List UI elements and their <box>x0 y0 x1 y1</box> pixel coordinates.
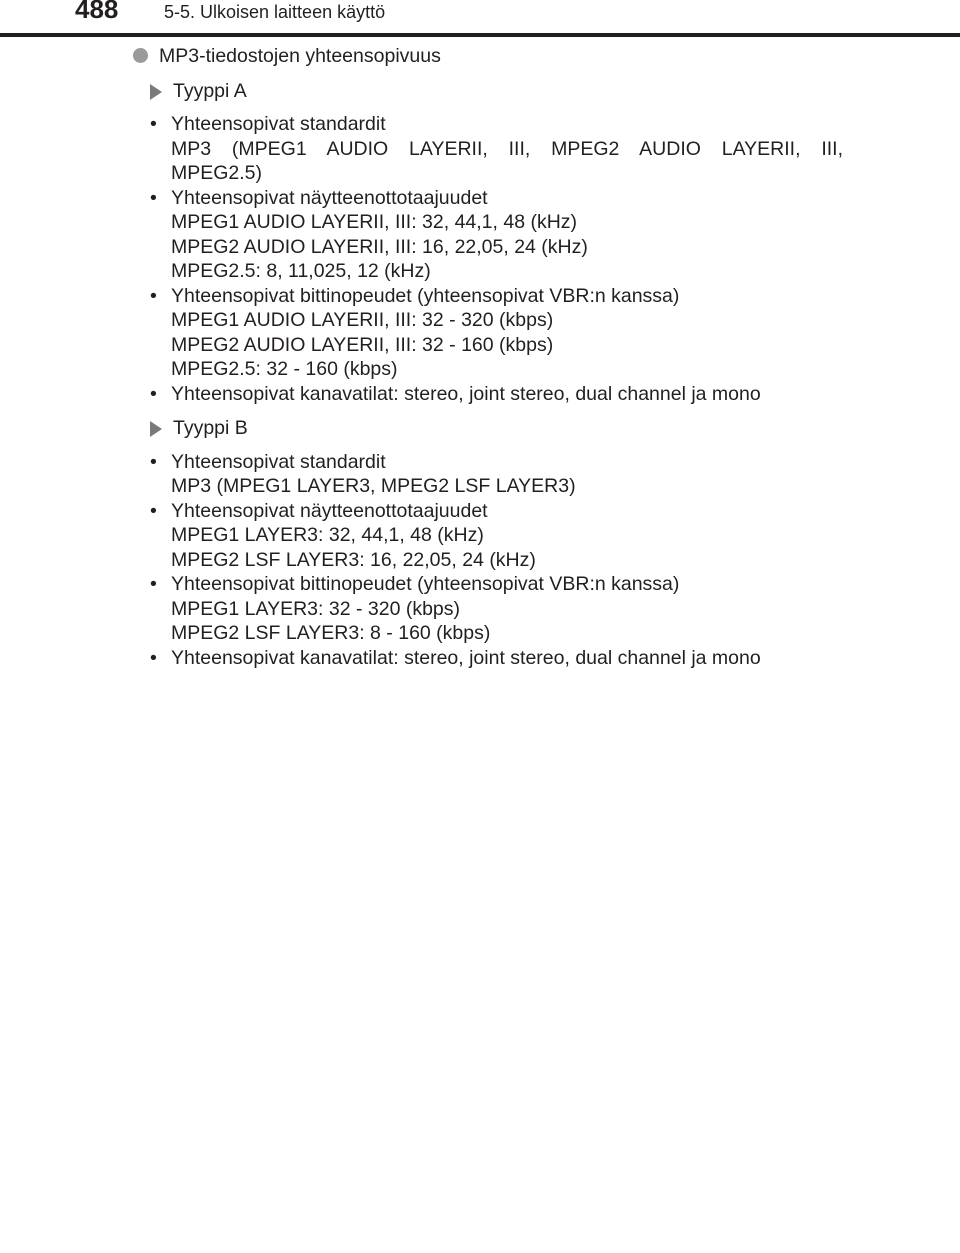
section-heading <box>133 44 843 69</box>
list-item <box>133 646 843 671</box>
item-title: Yhteensopivat bittinopeudet (yhteensopivat VBR:n kanssa) <box>171 284 680 307</box>
bullet-dot: • <box>150 646 157 669</box>
item-title: Yhteensopivat näytteenottotaajuudet <box>171 499 488 522</box>
item-line: MPEG2 LSF LAYER3: 8 - 160 (kbps) <box>171 622 491 644</box>
type-a-heading <box>133 79 843 104</box>
page-number: 488 <box>75 0 119 24</box>
bullet-dot: • <box>150 450 157 473</box>
header-rule <box>0 33 960 37</box>
chapter-title: 5-5. Ulkoisen laitteen käyttö <box>164 2 386 22</box>
item-line: MPEG1 AUDIO LAYERII, III: 32 - 320 (kbps) <box>171 309 554 331</box>
item-line: MPEG2 LSF LAYER3: 16, 22,05, 24 (kHz) <box>171 548 536 571</box>
item-line: MPEG2.5: 8, 11,025, 12 (kHz) <box>171 260 431 282</box>
item-title: Yhteensopivat näytteenottotaajuudet <box>171 186 488 209</box>
bullet-dot: • <box>150 113 157 135</box>
item-line: MPEG1 AUDIO LAYERII, III: 32, 44,1, 48 (kHz) <box>171 211 578 233</box>
item-title: Yhteensopivat kanavatilat: stereo, joint stereo, dual channel ja mono <box>171 382 761 405</box>
bullet-dot: • <box>150 499 157 522</box>
section-title: MP3-tiedostojen yhteensopivuus <box>159 45 441 67</box>
item-line: MPEG2.5: 32 - 160 (kbps) <box>171 358 398 380</box>
bullet-dot: • <box>150 382 157 405</box>
bullet-dot: • <box>150 573 157 595</box>
triangle-marker-icon <box>150 84 162 100</box>
item-line: MP3 (MPEG1 AUDIO LAYERII, III, MPEG2 AUDIO LAYERII, III, <box>171 137 843 160</box>
item-line: MPEG2 AUDIO LAYERII, III: 16, 22,05, 24 (kHz) <box>171 235 588 258</box>
list-item <box>133 499 843 573</box>
list-item <box>133 572 843 646</box>
list-item <box>133 186 843 284</box>
type-b-heading <box>133 416 843 441</box>
type-a-list <box>133 112 843 406</box>
list-item <box>133 450 843 499</box>
item-line: MP3 (MPEG1 LAYER3, MPEG2 LSF LAYER3) <box>171 475 576 497</box>
page-header <box>0 0 960 40</box>
page-content <box>133 44 843 670</box>
item-line: MPEG2.5) <box>171 162 263 184</box>
circle-bullet-icon <box>133 48 148 63</box>
item-title: Yhteensopivat standardit <box>171 450 386 473</box>
type-b-list <box>133 450 843 671</box>
type-b-label: Tyyppi B <box>173 417 248 439</box>
list-item <box>133 112 843 186</box>
item-line: MPEG1 LAYER3: 32 - 320 (kbps) <box>171 597 461 620</box>
item-title: Yhteensopivat bittinopeudet (yhteensopivat VBR:n kanssa) <box>171 573 680 595</box>
item-title: Yhteensopivat kanavatilat: stereo, joint stereo, dual channel ja mono <box>171 646 761 669</box>
list-item <box>133 382 843 407</box>
item-title: Yhteensopivat standardit <box>171 113 386 135</box>
triangle-marker-icon <box>150 421 162 437</box>
list-item <box>133 284 843 382</box>
bullet-dot: • <box>150 186 157 209</box>
item-line: MPEG2 AUDIO LAYERII, III: 32 - 160 (kbps) <box>171 333 554 356</box>
item-line: MPEG1 LAYER3: 32, 44,1, 48 (kHz) <box>171 524 484 546</box>
bullet-dot: • <box>150 284 157 307</box>
type-a-label: Tyyppi A <box>173 79 247 102</box>
